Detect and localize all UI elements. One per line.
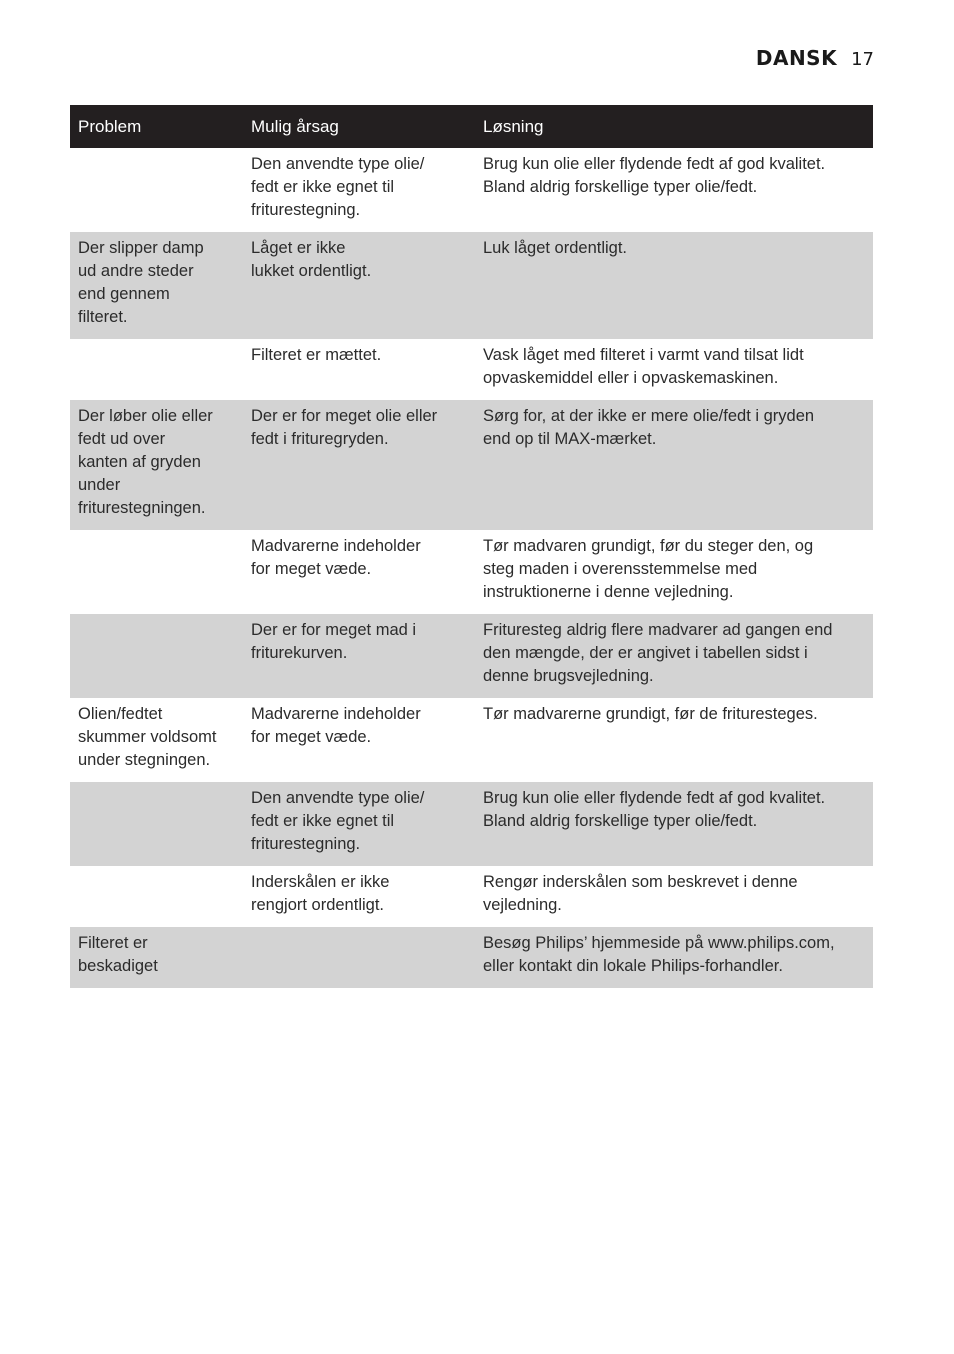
table-row <box>70 698 873 782</box>
problem-cell <box>70 782 243 866</box>
language-label: DANSK <box>755 46 838 70</box>
problem-cell: Olien/fedtet skummer voldsomt under stegningen. <box>78 705 217 769</box>
page-number: 17 <box>851 49 874 70</box>
solution-cell: Tør madvaren grundigt, før du steger den, og steg maden i overensstemmelse med instruktionerne i denne vejledning. <box>483 537 814 601</box>
cause-cell: Filteret er mættet. <box>251 346 382 364</box>
troubleshooting-table <box>70 105 873 988</box>
solution-cell: Luk låget ordentligt. <box>475 232 873 339</box>
table-header-row <box>70 105 873 148</box>
table-row <box>70 339 873 400</box>
cause-cell: Der er for meget olie eller fedt i frituregryden. <box>243 400 475 530</box>
table-row <box>70 927 873 988</box>
page-header <box>756 46 874 70</box>
table-row <box>70 400 873 530</box>
problem-cell <box>70 148 243 232</box>
column-header-problem: Problem <box>70 105 243 148</box>
solution-cell: Vask låget med filteret i varmt vand tilsat lidt opvaskemiddel eller i opvaskemaskinen. <box>483 346 804 387</box>
table-row <box>70 614 873 698</box>
column-header-solution: Løsning <box>475 105 873 148</box>
column-header-cause: Mulig årsag <box>243 105 475 148</box>
cause-cell: Den anvendte type olie/ fedt er ikke egnet til friturestegning. <box>251 155 425 219</box>
solution-cell: Tør madvarerne grundigt, før de frituresteges. <box>483 705 818 723</box>
cause-cell <box>243 927 475 988</box>
solution-cell: Besøg Philips’ hjemmeside på www.philips.com, eller kontakt din lokale Philips-forhandler. <box>475 927 873 988</box>
table-row <box>70 530 873 614</box>
cause-cell: Madvarerne indeholder for meget væde. <box>251 705 421 746</box>
problem-cell <box>70 339 243 400</box>
problem-cell <box>70 866 243 927</box>
problem-cell: Der løber olie eller fedt ud over kanten af gryden under friturestegningen. <box>70 400 243 530</box>
cause-cell: Låget er ikke lukket ordentligt. <box>243 232 475 339</box>
cause-cell: Den anvendte type olie/ fedt er ikke egnet til friturestegning. <box>243 782 475 866</box>
solution-cell: Frituresteg aldrig flere madvarer ad gangen end den mængde, der er angivet i tabellen sidst i denne brugsvejledning. <box>475 614 873 698</box>
problem-cell <box>70 614 243 698</box>
solution-cell: Sørg for, at der ikke er mere olie/fedt i gryden end op til MAX-mærket. <box>475 400 873 530</box>
problem-cell: Der slipper damp ud andre steder end gennem filteret. <box>70 232 243 339</box>
problem-cell: Filteret er beskadiget <box>70 927 243 988</box>
table-row <box>70 782 873 866</box>
solution-cell: Brug kun olie eller flydende fedt af god kvalitet. Bland aldrig forskellige typer olie/fedt. <box>475 782 873 866</box>
cause-cell: Der er for meget mad i friturekurven. <box>243 614 475 698</box>
table-row <box>70 148 873 232</box>
cause-cell: Inderskålen er ikke rengjort ordentligt. <box>251 873 390 914</box>
table-row <box>70 232 873 339</box>
solution-cell: Rengør inderskålen som beskrevet i denne vejledning. <box>483 873 798 914</box>
solution-cell: Brug kun olie eller flydende fedt af god kvalitet. Bland aldrig forskellige typer olie/fedt. <box>483 155 826 196</box>
table-row <box>70 866 873 927</box>
problem-cell <box>70 530 243 614</box>
cause-cell: Madvarerne indeholder for meget væde. <box>251 537 421 578</box>
